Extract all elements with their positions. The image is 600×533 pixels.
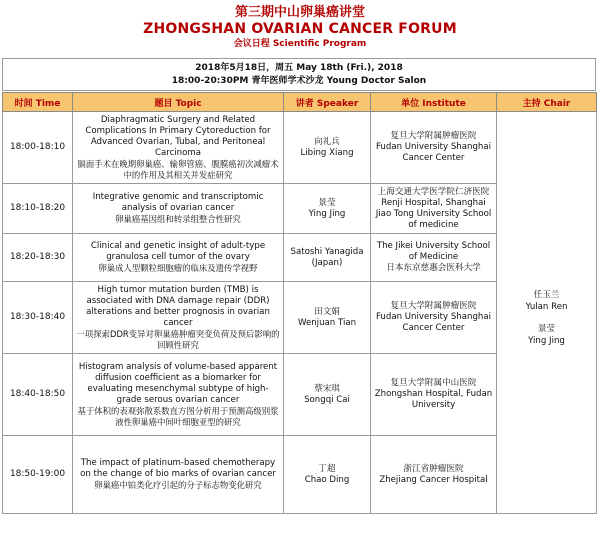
topic-chinese: 卵巢癌中铂类化疗引起的分子标志物变化研究 — [94, 480, 262, 490]
speaker-chinese: Satoshi Yanagida — [290, 246, 364, 257]
institute-english: Renji Hospital, Shanghai Jiao Tong University School of medicine — [375, 197, 492, 230]
chair-cell — [497, 112, 597, 514]
row-topic — [73, 234, 284, 282]
chair-name-english: Ying Jing — [528, 335, 565, 346]
row-topic — [73, 354, 284, 436]
row-topic — [73, 282, 284, 354]
row-speaker — [284, 354, 371, 436]
speaker-english: (Japan) — [311, 257, 343, 268]
row-speaker — [284, 184, 371, 234]
row-time: 18:20-18:30 — [3, 234, 73, 282]
row-speaker — [284, 234, 371, 282]
row-speaker — [284, 436, 371, 514]
chair-name-chinese: 任玉兰 — [533, 289, 560, 300]
institute-english: Fudan University Shanghai Cancer Center — [375, 312, 492, 333]
row-time: 18:40-18:50 — [3, 354, 73, 436]
event-date: 2018年5月18日，周五 May 18th (Fri.), 2018 — [195, 63, 403, 73]
col-header-time: 时间 Time — [3, 93, 73, 112]
topic-english: The impact of platinum-based chemotherapy on the change of bio marks of ovarian cancer — [80, 458, 276, 479]
speaker-english: Chao Ding — [304, 474, 350, 485]
forum-title-chinese: 第三期中山卵巢癌讲堂 — [234, 5, 365, 20]
speaker-english: Libing Xiang — [300, 147, 354, 158]
institute-chinese: The Jikei University School of Medicine — [376, 241, 491, 262]
table-header-row — [3, 93, 597, 112]
institute-english: Zhongshan Hospital, Fudan University — [374, 389, 493, 410]
row-topic — [73, 112, 284, 184]
row-institute — [371, 354, 497, 436]
row-institute — [371, 234, 497, 282]
page-header — [0, 0, 600, 50]
event-time-venue: 18:00-20:30PM 青年医师学术沙龙 Young Doctor Salon — [171, 76, 427, 86]
row-time: 18:00-18:10 — [3, 112, 73, 184]
table-row — [3, 112, 597, 184]
speaker-chinese: 丁超 — [318, 463, 336, 474]
institute-chinese: 复旦大学附属中山医院 — [390, 378, 477, 388]
speaker-chinese: 蔡宋琪 — [314, 383, 340, 394]
row-time: 18:30-18:40 — [3, 282, 73, 354]
topic-chinese: 基于体积的表观弥散系数直方图分析用于预测高级别浆液性卵巢癌中间叶细胞亚型的研究 — [77, 405, 279, 427]
speaker-chinese: 田文娟 — [314, 306, 340, 317]
row-institute — [371, 184, 497, 234]
event-date-box — [2, 58, 596, 91]
row-time: 18:10-18:20 — [3, 184, 73, 234]
col-header-chair: 主持 Chair — [497, 93, 597, 112]
topic-english: Histogram analysis of volume-based apparent diffusion coefficient as a biomarker for evaluating mesenchymal subtype of high-grade serous ovarian cancer — [78, 361, 278, 405]
row-topic — [73, 184, 284, 234]
institute-english: Zhejiang Cancer Hospital — [379, 474, 488, 485]
institute-english: Fudan University Shanghai Cancer Center — [375, 142, 492, 163]
speaker-chinese: 景莹 — [318, 197, 336, 208]
chair-name-english: Yulan Ren — [525, 301, 568, 312]
row-time: 18:50-19:00 — [3, 436, 73, 514]
institute-chinese: 浙江省肿瘤医院 — [403, 463, 464, 474]
speaker-english: Wenjuan Tian — [297, 317, 357, 328]
institute-english: 日本东京慈惠会医科大学 — [386, 263, 481, 273]
speaker-chinese: 向礼兵 — [314, 136, 340, 147]
schedule-table — [2, 92, 597, 514]
col-header-speaker: 讲者 Speaker — [284, 93, 371, 112]
row-topic — [73, 436, 284, 514]
row-institute — [371, 112, 497, 184]
col-header-topic: 题目 Topic — [73, 93, 284, 112]
topic-chinese: 卵巢癌基因组和转录组整合性研究 — [115, 214, 241, 224]
chair-name-chinese: 景莹 — [537, 323, 556, 334]
speaker-english: Ying Jing — [308, 208, 346, 219]
row-speaker — [284, 282, 371, 354]
program-subtitle: 会议日程 Scientific Program — [233, 39, 367, 49]
institute-chinese: 复旦大学附属肿瘤医院 — [390, 301, 477, 311]
col-header-institute: 单位 Institute — [371, 93, 497, 112]
topic-chinese: 一项探索DDR变异对卵巢癌肿瘤突变负荷及预后影响的回顾性研究 — [76, 328, 280, 350]
speaker-english: Songqi Cai — [304, 394, 350, 405]
topic-english: Diaphragmatic Surgery and Related Complications In Primary Cytoreduction for Advanced Ovarian, Tubal, and Peritoneal Carcinoma — [85, 114, 271, 158]
row-speaker — [284, 112, 371, 184]
row-institute — [371, 436, 497, 514]
institute-chinese: 复旦大学附属肿瘤医院 — [390, 131, 477, 141]
institute-chinese: 上海交通大学医学院仁济医院 — [377, 186, 490, 197]
topic-english: Integrative genomic and transcriptomic analysis of ovarian cancer — [92, 192, 264, 213]
topic-chinese: 卵巢成人型颗粒细胞瘤的临床及遗传学视野 — [98, 263, 258, 273]
topic-english: Clinical and genetic insight of adult-type granulosa cell tumor of the ovary — [90, 241, 266, 262]
forum-title-english: ZHONGSHAN OVARIAN CANCER FORUM — [143, 21, 457, 37]
chair-1 — [500, 289, 593, 313]
chair-2 — [500, 323, 593, 347]
topic-chinese: 膈面手术在晚期卵巢癌、输卵管癌、腹膜癌初次减瘤术中的作用及其相关并发症研究 — [77, 158, 279, 180]
topic-english: High tumor mutation burden (TMB) is associated with DNA damage repair (DDR) alterations and better prognosis in ovarian cancer — [86, 284, 270, 328]
row-institute — [371, 282, 497, 354]
